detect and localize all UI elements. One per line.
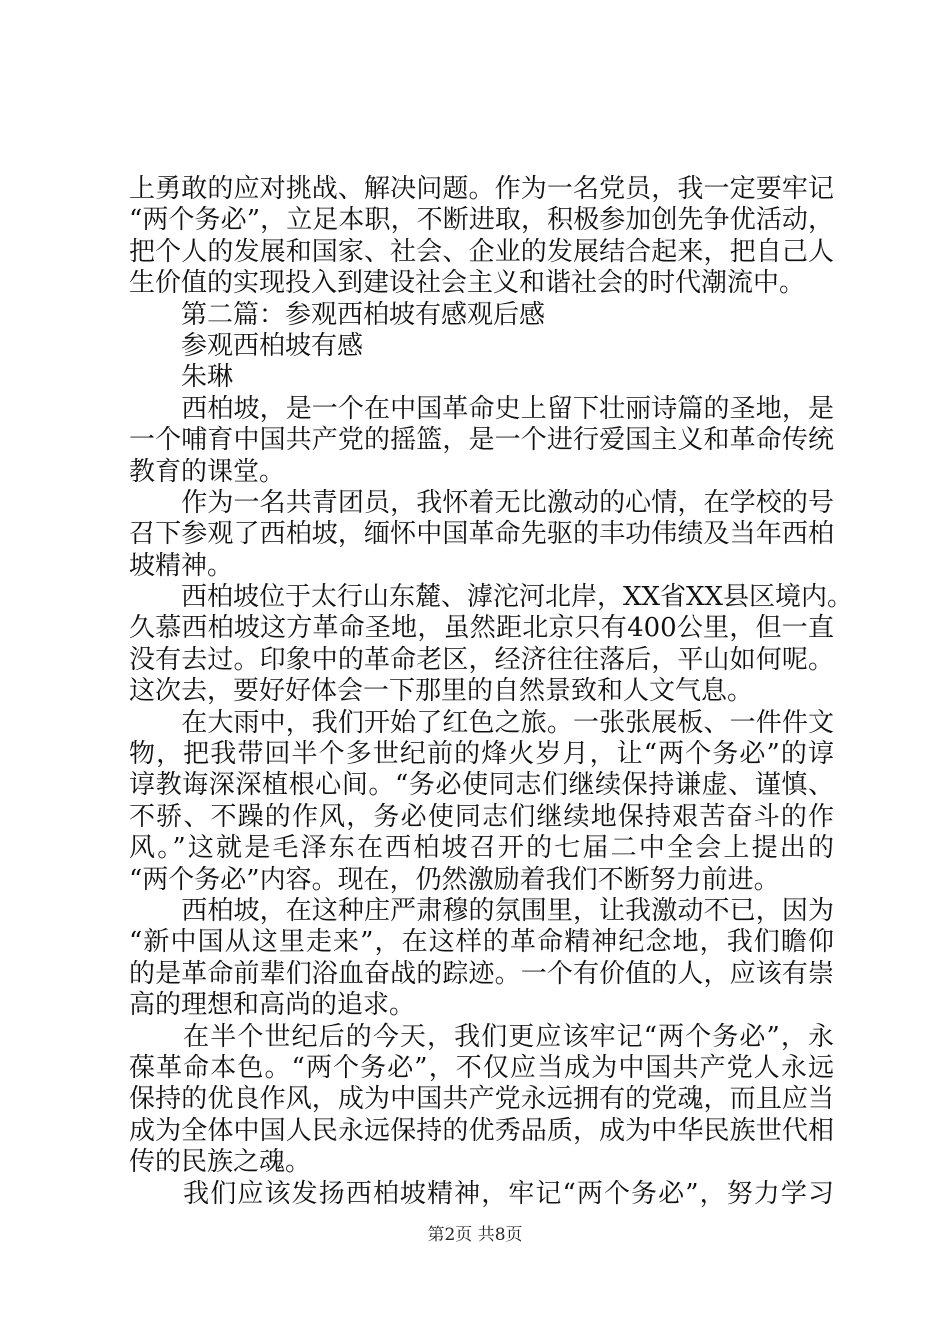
text-line: 久慕西柏坡这方革命圣地，虽然距北京只有400公里，但一直 — [129, 613, 834, 644]
text-line: 风。”这就是毛泽东在西柏坡召开的七届二中全会上提出的 — [129, 833, 834, 864]
text-line: 传的民族之魂。 — [129, 1147, 312, 1178]
text-line: 教育的课堂。 — [129, 456, 286, 487]
text-line: 没有去过。印象中的革命老区，经济往往落后，平山如何呢。 — [129, 644, 834, 675]
text-line: 一个哺育中国共产党的摇篮，是一个进行爱国主义和革命传统 — [129, 425, 834, 456]
text-line: 高的理想和高尚的追求。 — [129, 990, 416, 1021]
text-line: “两个务必”，立足本职，不断进取，积极参加创先争优活动， — [129, 205, 834, 236]
text-line: “两个务必”内容。现在，仍然激励着我们不断努力前进。 — [129, 864, 780, 895]
text-line: 参观西柏坡有感 — [129, 330, 364, 361]
text-line: 西柏坡，是一个在中国革命史上留下壮丽诗篇的圣地，是 — [129, 393, 834, 424]
text-line: 我们应该发扬西柏坡精神，牢记“两个务必”，努力学习 — [129, 1178, 834, 1209]
text-line: 西柏坡位于太行山东麓、滹沱河北岸，XX省XX县区境内。 — [129, 582, 854, 613]
text-line: 保持的优良作风，成为中国共产党永远拥有的党魂，而且应当 — [129, 1084, 834, 1115]
text-line: 把个人的发展和国家、社会、企业的发展结合起来，把自己人 — [129, 236, 834, 267]
text-line: “新中国从这里走来”，在这样的革命精神纪念地，我们瞻仰 — [129, 927, 834, 958]
text-line: 朱琳 — [129, 362, 234, 393]
text-line: 不骄、不躁的作风，务必使同志们继续地保持艰苦奋斗的作 — [129, 801, 834, 832]
text-line: 西柏坡，在这种庄严肃穆的氛围里，让我激动不已，因为 — [129, 895, 834, 926]
text-line: 召下参观了西柏坡，缅怀中国革命先驱的丰功伟绩及当年西柏 — [129, 519, 834, 550]
text-line: 的是革命前辈们浴血奋战的踪迹。一个有价值的人，应该有崇 — [129, 958, 834, 989]
text-line: 生价值的实现投入到建设社会主义和谐社会的时代潮流中。 — [129, 268, 806, 299]
text-line: 在大雨中，我们开始了红色之旅。一张张展板、一件件文 — [129, 707, 834, 738]
text-line: 坡精神。 — [129, 550, 234, 581]
text-line: 第二篇：参观西柏坡有感观后感 — [129, 299, 546, 330]
text-line: 物，把我带回半个多世纪前的烽火岁月，让“两个务必”的谆 — [129, 739, 834, 770]
text-line: 作为一名共青团员，我怀着无比激动的心情，在学校的号 — [129, 487, 834, 518]
page-footer: 第2页 共8页 — [427, 1225, 523, 1245]
text-line: 在半个世纪后的今天，我们更应该牢记“两个务必”，永 — [129, 1021, 834, 1052]
text-line: 葆革命本色。“两个务必”，不仅应当成为中国共产党人永远 — [129, 1052, 834, 1083]
text-line: 谆教诲深深植根心间。“务必使同志们继续保持谦虚、谨慎、 — [129, 770, 834, 801]
text-line: 上勇敢的应对挑战、解决问题。作为一名党员，我一定要牢记 — [129, 174, 834, 204]
text-line: 成为全体中国人民永远保持的优秀品质，成为中华民族世代相 — [129, 1115, 834, 1146]
text-line: 这次去，要好好体会一下那里的自然景致和人文气息。 — [129, 676, 754, 707]
document-body — [129, 174, 854, 1210]
